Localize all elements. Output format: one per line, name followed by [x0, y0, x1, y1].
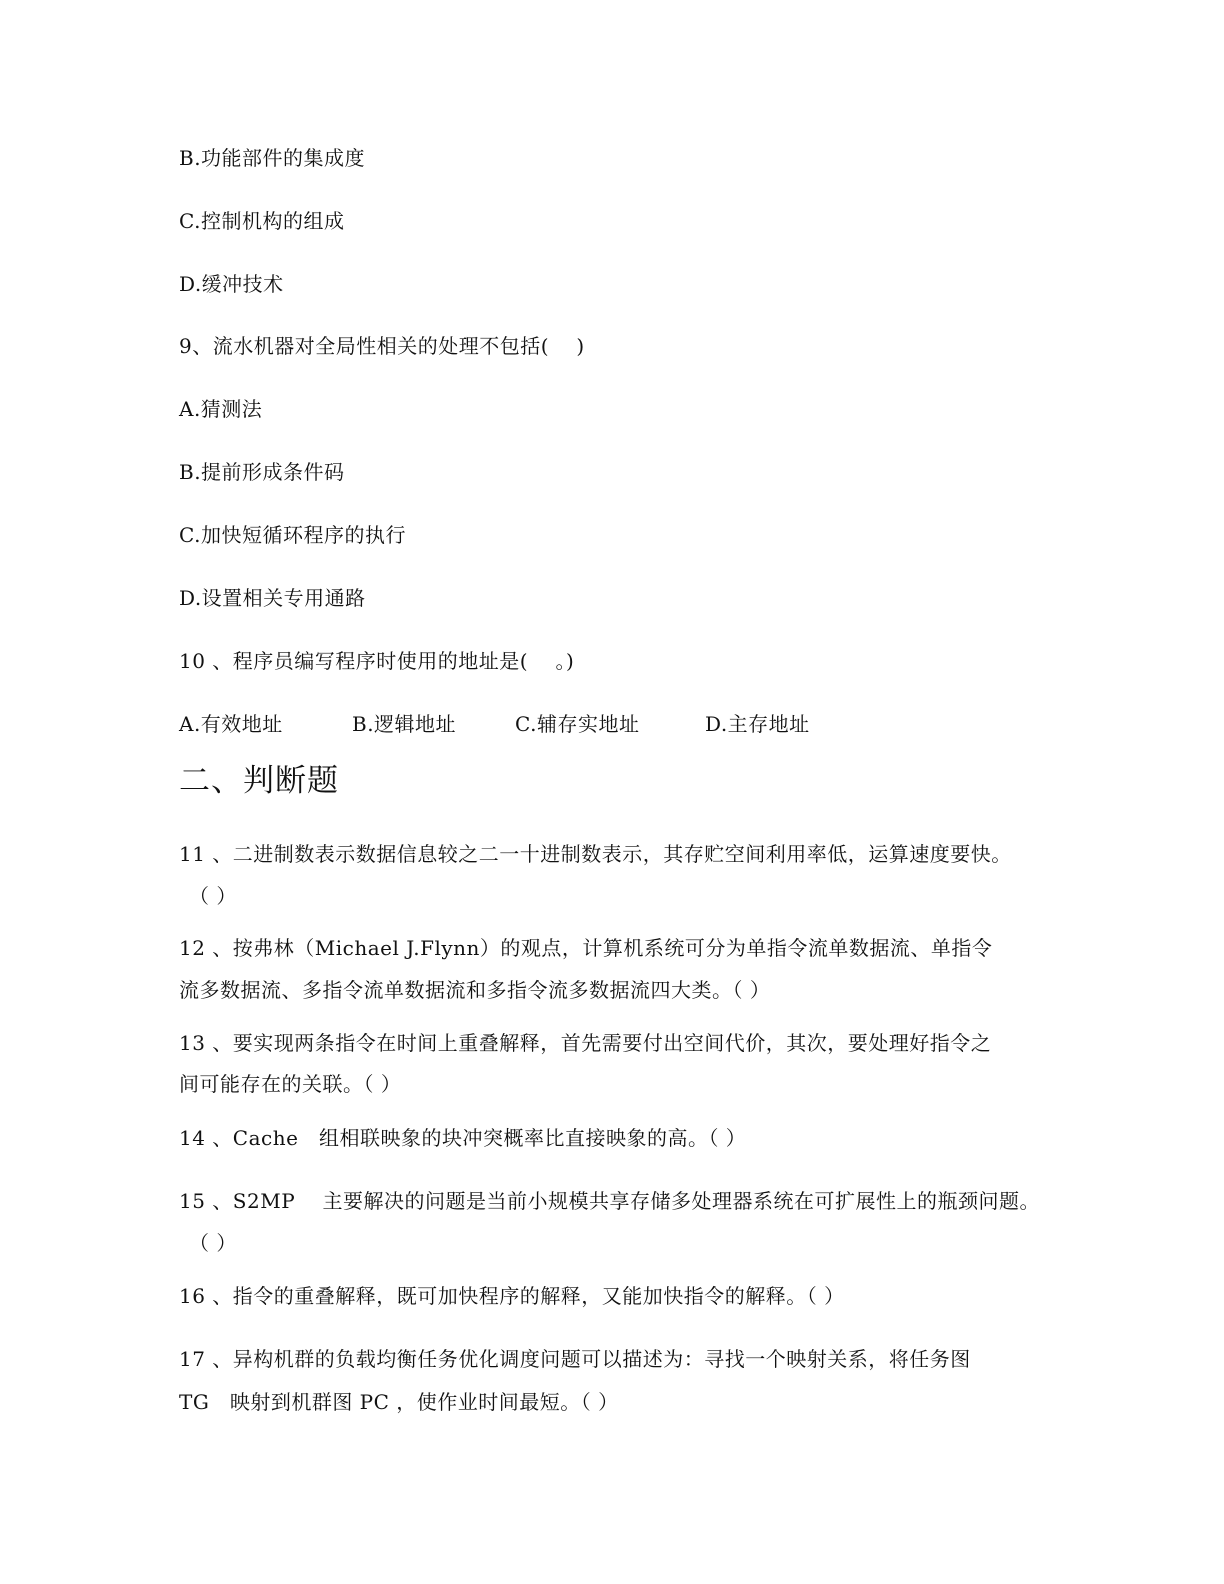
q11-line2: （ ） — [189, 884, 237, 908]
q9-option-c: C.加快短循环程序的执行 — [179, 523, 406, 547]
q10-option-d: D.主存地址 — [705, 712, 810, 736]
q14-line1: 14 、Cache 组相联映象的块冲突概率比直接映象的高。（ ） — [179, 1126, 747, 1150]
section-title: 二、判断题 — [179, 763, 339, 799]
q10-option-b: B.逻辑地址 — [352, 712, 457, 736]
q9-option-a: A.猜测法 — [179, 397, 263, 421]
q17-line1: 17 、异构机群的负载均衡任务优化调度问题可以描述为：寻找一个映射关系，将任务图 — [179, 1347, 971, 1371]
q13-line1: 13 、要实现两条指令在时间上重叠解释，首先需要付出空间代价，其次，要处理好指令之 — [179, 1031, 992, 1055]
q8-option-b: B.功能部件的集成度 — [179, 146, 366, 170]
q9-option-b: B.提前形成条件码 — [179, 460, 345, 484]
q10-option-c: C.辅存实地址 — [515, 712, 640, 736]
q8-option-d: D.缓冲技术 — [179, 272, 284, 296]
q13-line2: 间可能存在的关联。（ ） — [179, 1072, 402, 1096]
q10-question: 10 、程序员编写程序时使用的地址是( 。) — [179, 649, 575, 673]
q16-line1: 16 、指令的重叠解释，既可加快程序的解释，又能加快指令的解释。（ ） — [179, 1284, 845, 1308]
q10-option-a: A.有效地址 — [179, 712, 283, 736]
q15-line1: 15 、S2MP 主要解决的问题是当前小规模共享存储多处理器系统在可扩展性上的瓶颈问题。 — [179, 1189, 1041, 1213]
q9-option-d: D.设置相关专用通路 — [179, 586, 366, 610]
q12-line2: 流多数据流、多指令流单数据流和多指令流多数据流四大类。（ ） — [179, 978, 771, 1002]
q15-line2: （ ） — [189, 1231, 237, 1255]
q11-line1: 11 、二进制数表示数据信息较之二一十进制数表示，其存贮空间利用率低，运算速度要快。 — [179, 842, 1012, 866]
q8-option-c: C.控制机构的组成 — [179, 209, 345, 233]
q17-line2: TG 映射到机群图 PC ，使作业时间最短。（ ） — [179, 1390, 619, 1414]
q9-question: 9、流水机器对全局性相关的处理不包括( ) — [179, 334, 585, 358]
q12-line1: 12 、按弗林（Michael J.Flynn）的观点，计算机系统可分为单指令流单数据流、单指令 — [179, 936, 993, 960]
